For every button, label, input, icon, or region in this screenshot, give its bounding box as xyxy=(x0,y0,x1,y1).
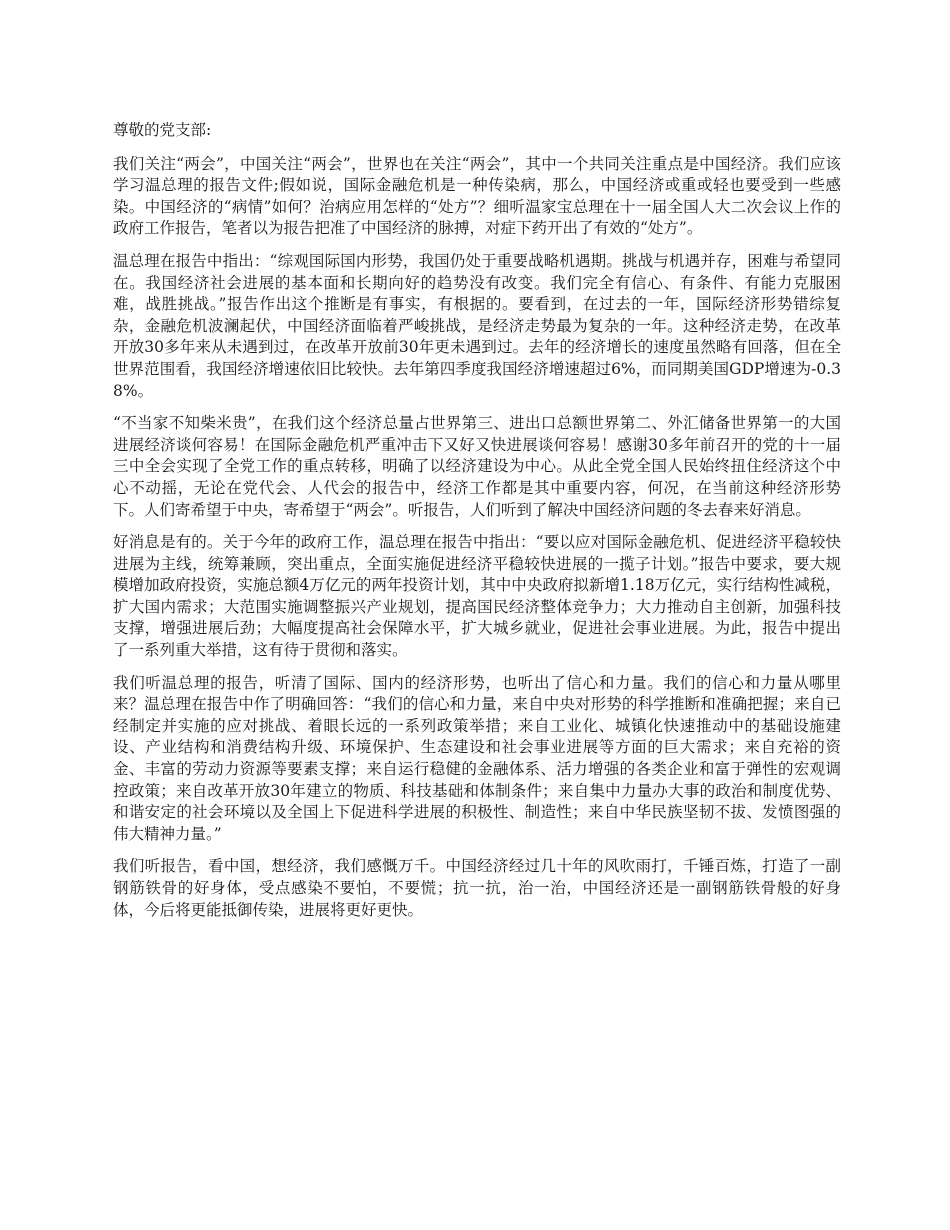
salutation: 尊敬的党支部: xyxy=(113,121,212,139)
paragraph-1: 我们关注“两会”，中国关注“两会”，世界也在关注“两会”，其中一个共同关注重点是中国经济。我们应该学习温总理的报告文件;假如说，国际金融危机是一种传染病，那么，中国经济或重或轻也要受到一些感染。中国经济的“病情”如何？治病应用怎样的“处方”？细听温家宝总理在十一届全国人大二次会议上作的政府工作报告，笔者以为报告把准了中国经济的脉搏，对症下药开出了有效的“处方”。 xyxy=(113,154,841,238)
document-page xyxy=(113,120,841,932)
paragraph-2: 温总理在报告中指出：“综观国际国内形势，我国仍处于重要战略机遇期。挑战与机遇并存，困难与希望同在。我国经济社会进展的基本面和长期向好的趋势没有改变。我们完全有信心、有条件、有能力克服困难，战胜挑战。”报告作出这个推断是有事实，有根据的。要看到，在过去的一年，国际经济形势错综复杂，金融危机波澜起伏，中国经济面临着严峻挑战，是经济走势最为复杂的一年。这种经济走势，在改革开放30多年来从未遇到过，在改革开放前30年更未遇到过。去年的经济增长的速度虽然略有回落，但在全世界范围看，我国经济增速依旧比较快。去年第四季度我国经济增速超过6%，而同期美国GDP增速为-0.38%。 xyxy=(113,251,841,400)
paragraph-6: 我们听报告，看中国，想经济，我们感慨万千。中国经济经过几十年的风吹雨打，千锤百炼，打造了一副钢筋铁骨的好身体，受点感染不要怕，不要慌；抗一抗，治一治，中国经济还是一副钢筋铁骨般的好身体，今后将更能抵御传染，进展将更好更快。 xyxy=(113,857,841,919)
paragraph-5: 我们听温总理的报告，听清了国际、国内的经济形势，也听出了信心和力量。我们的信心和力量从哪里来？温总理在报告中作了明确回答：“我们的信心和力量，来自中央对形势的科学推断和准确把握；来自已经制定并实施的应对挑战、着眼长远的一系列政策举措；来自工业化、城镇化快速推动中的基础设施建设、产业结构和消费结构升级、环境保护、生态建设和社会事业进展等方面的巨大需求；来自充裕的资金、丰富的劳动力资源等要素支撑；来自运行稳健的金融体系、活力增强的各类企业和富于弹性的宏观调控政策；来自改革开放30年建立的物质、科技基础和体制条件；来自集中力量办大事的政治和制度优势、和谐安定的社会环境以及全国上下促进科学进展的积极性、制造性；来自中华民族坚韧不拔、发愤图强的伟大精神力量。” xyxy=(113,673,841,843)
paragraph-4: 好消息是有的。关于今年的政府工作，温总理在报告中指出：“要以应对国际金融危机、促进经济平稳较快进展为主线，统筹兼顾，突出重点，全面实施促进经济平稳较快进展的一揽子计划。”报告中要求，要大规模增加政府投资，实施总额4万亿元的两年投资计划，其中中央政府拟新增1.18万亿元，实行结构性减税，扩大国内需求；大范围实施调整振兴产业规划，提高国民经济整体竞争力；大力推动自主创新，加强科技支撑，增强进展后劲；大幅度提高社会保障水平，扩大城乡就业，促进社会事业进展。为此，报告中提出了一系列重大举措，这有待于贯彻和落实。 xyxy=(113,533,841,660)
paragraph-3: “不当家不知柴米贵”，在我们这个经济总量占世界第三、进出口总额世界第二、外汇储备世界第一的大国进展经济谈何容易！在国际金融危机严重冲击下又好又快进展谈何容易！感谢30多年前召开的党的十一届三中全会实现了全党工作的重点转移，明确了以经济建设为中心。从此全党全国人民始终扭住经济这个中心不动摇，无论在党代会、人代会的报告中，经济工作都是其中重要内容，何况，在当前这种经济形势下。人们寄希望于中央，寄希望于“两会”。听报告，人们听到了解决中国经济问题的冬去春来好消息。 xyxy=(113,414,841,519)
